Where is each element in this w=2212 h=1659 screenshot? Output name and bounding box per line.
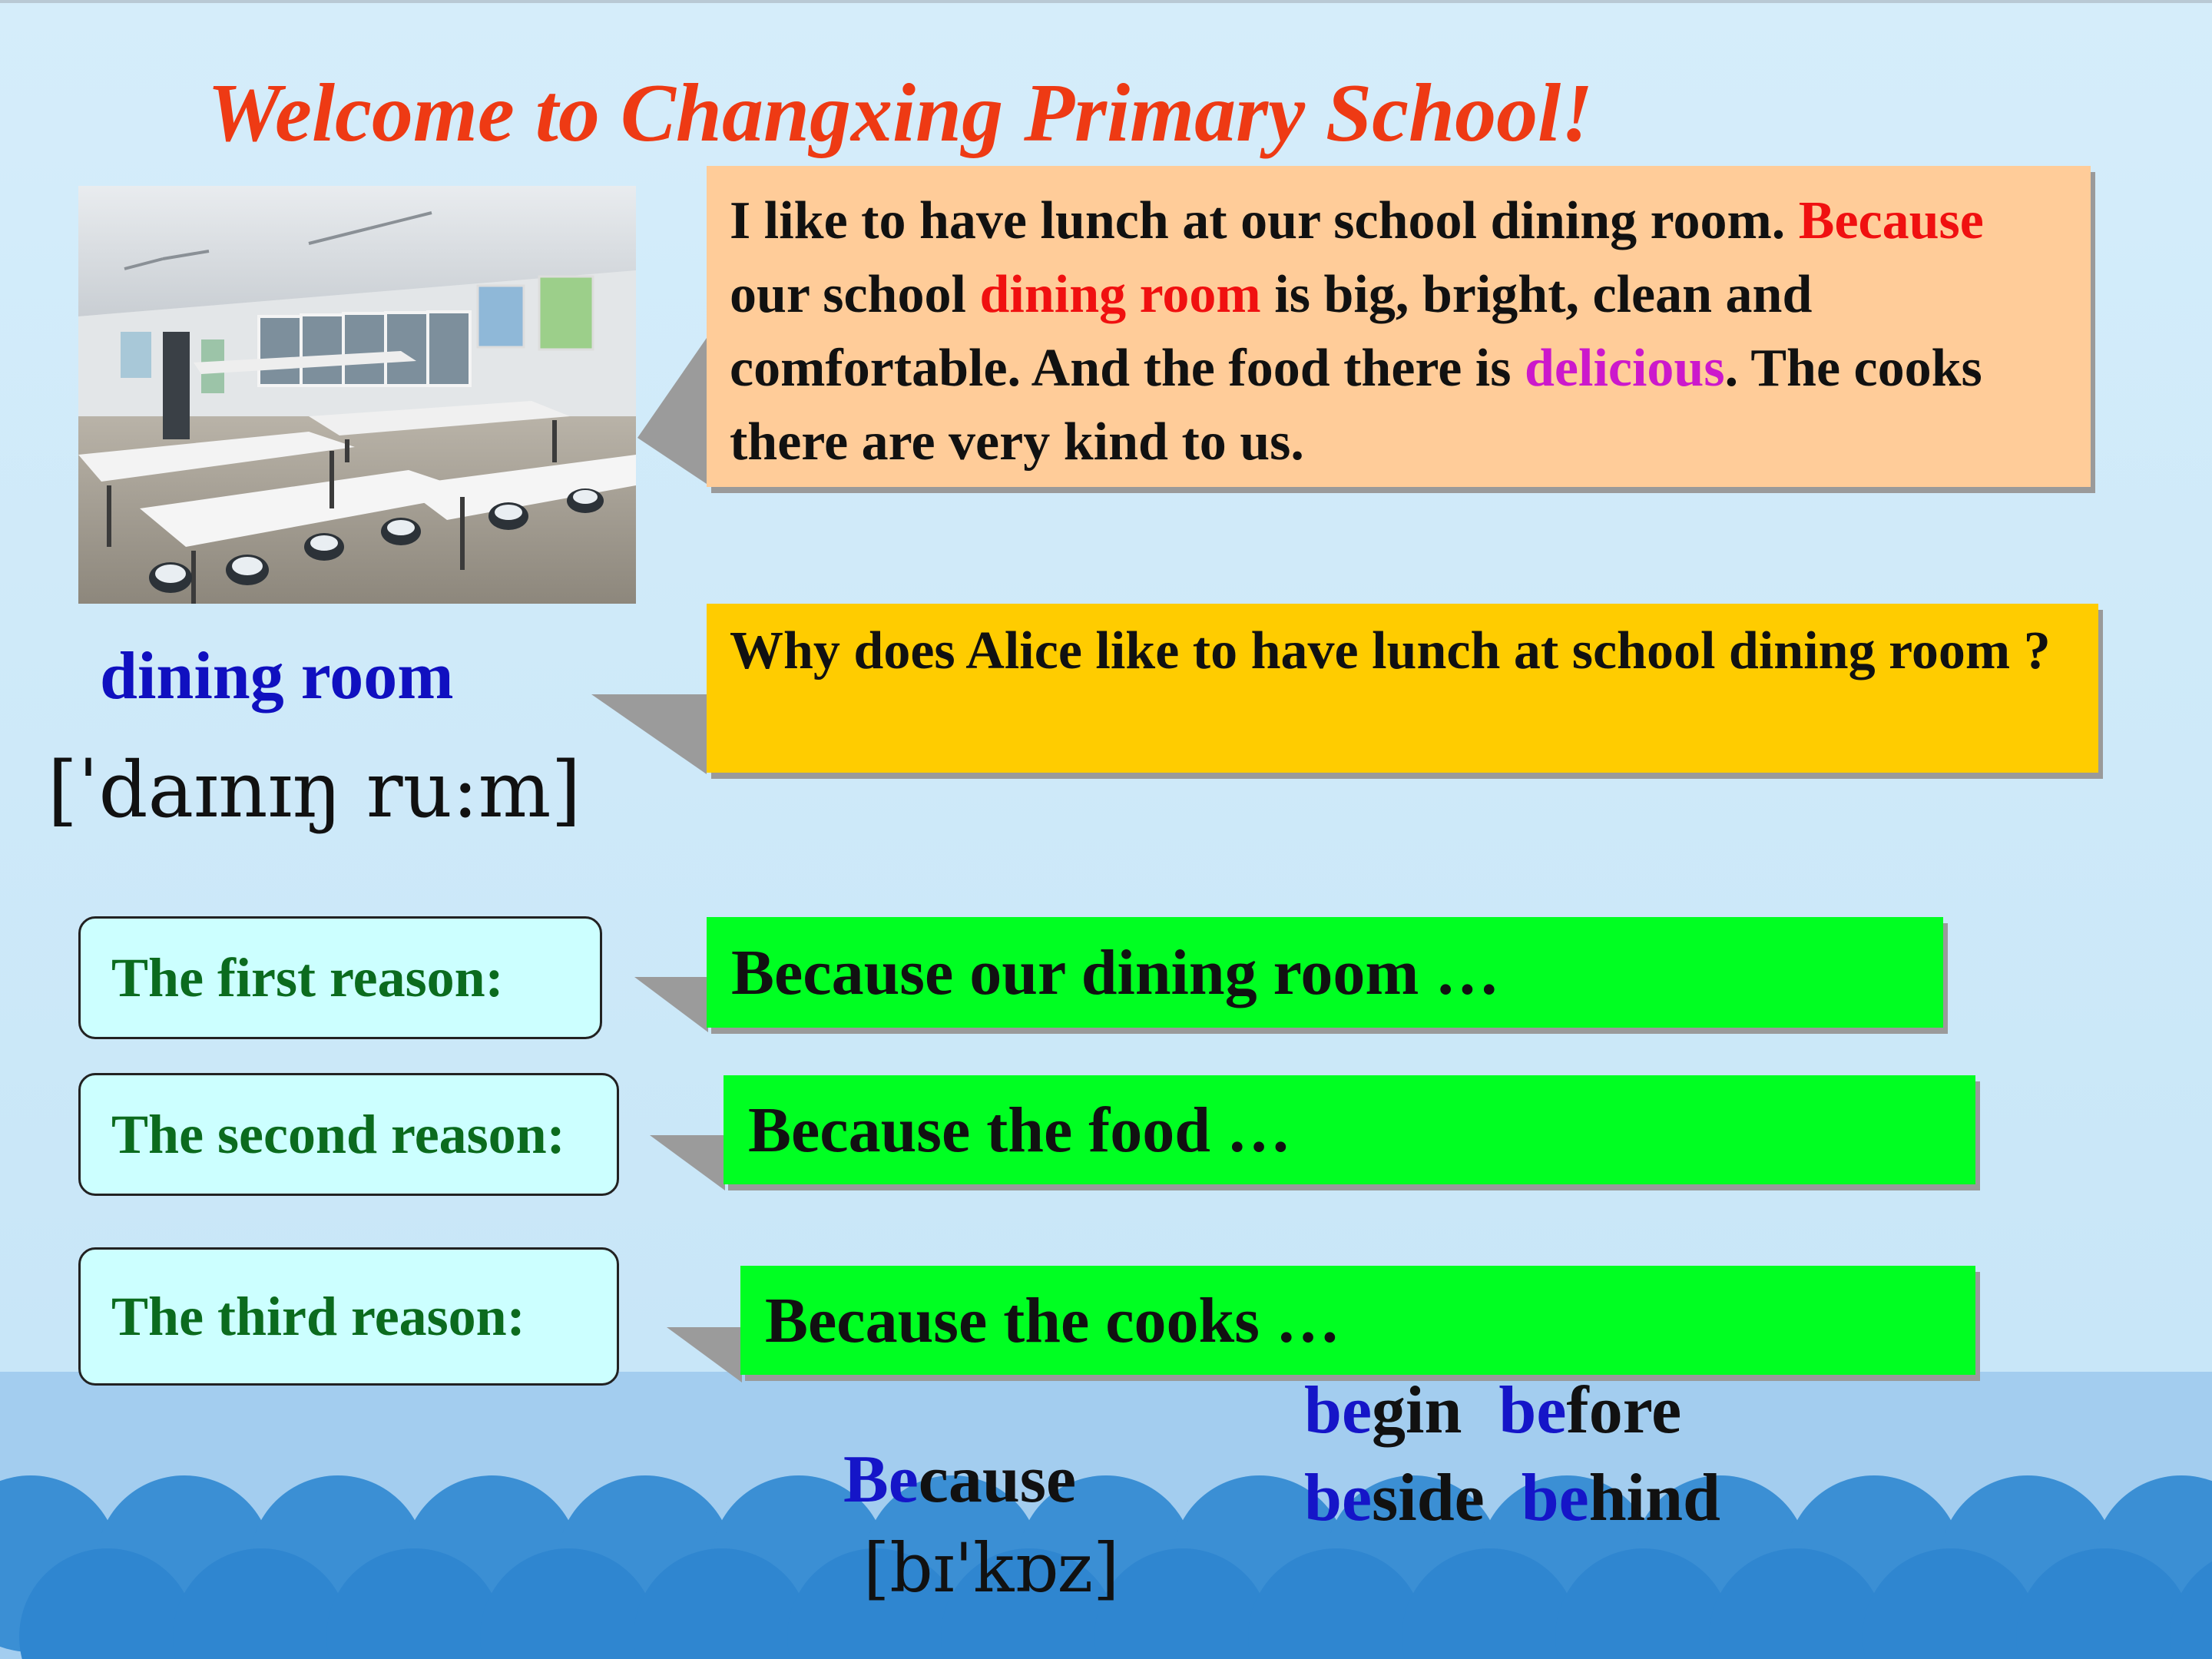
because-rest: cause [918,1442,1077,1517]
page-title: Welcome to Changxing Primary School! [207,68,1594,159]
be-words-line-2 [1304,1459,1757,1537]
be-prefix: be [1498,1373,1567,1448]
be-word [1304,1372,1462,1449]
description-segment: I like to have lunch at our school dining room. [730,191,1799,250]
be-rest: side [1372,1461,1485,1535]
answer-3-callout-tail [667,1320,743,1389]
because-prefix: Be [843,1442,919,1517]
description-callout-tail [630,330,714,492]
answer-box-2: Because the food … [724,1075,1975,1184]
be-prefix: be [1304,1461,1372,1535]
because-phonetic: [bɪ'kɒz] [863,1528,1120,1608]
description-segment: is big, bright, clean and comfortable. And the food there is [730,265,1813,398]
reason-label-2: The second reason: [78,1073,619,1196]
description-segment: . The cooks there are very kind to us. [730,339,1982,472]
question-callout-tail [591,684,714,783]
be-word [1522,1459,1720,1537]
be-word [1498,1372,1681,1449]
description-segment: delicious [1525,339,1725,398]
description-box [707,166,2091,487]
be-word [1304,1459,1485,1537]
be-prefix: be [1304,1373,1372,1448]
because-word [843,1441,1076,1518]
be-words-line-1 [1304,1372,1718,1449]
question-box: Why does Alice like to have lunch at school dining room ? [707,604,2098,773]
vocab-word: dining room [100,639,454,714]
reason-label-3: The third reason: [78,1247,619,1386]
wave-decoration [0,1372,2212,1659]
vocab-phonetic: [ˈdaɪnɪŋ ru:m] [48,745,581,835]
answer-1-callout-tail [634,969,711,1038]
dining-room-photo [78,186,636,604]
description-segment: our school [730,265,980,324]
reason-label-1: The first reason: [78,916,602,1039]
be-prefix: be [1521,1461,1589,1535]
be-rest: gin [1372,1373,1462,1448]
answer-2-callout-tail [650,1128,727,1197]
description-segment: Because [1798,191,1984,250]
answer-box-3: Because the cooks … [740,1266,1975,1375]
description-segment: dining room [979,265,1261,324]
be-rest: fore [1566,1373,1682,1448]
be-rest: hind [1588,1461,1720,1535]
answer-box-1: Because our dining room … [707,917,1943,1028]
